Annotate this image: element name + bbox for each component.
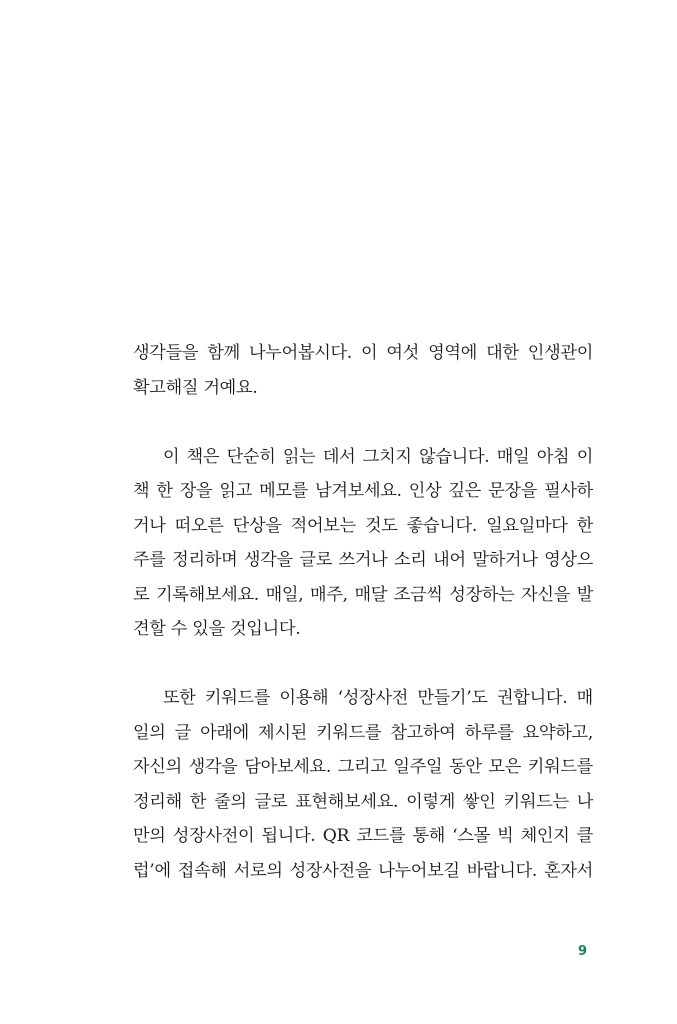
paragraph-3-line-3: 자신의 생각을 담아보세요. 그리고 일주일 동안 모은 키워드를 bbox=[133, 757, 593, 777]
paragraph-2-line-5: 로 기록해보세요. 매일, 매주, 매달 조금씩 성장하는 자신을 발 bbox=[133, 584, 593, 605]
paragraph-2-line-3: 거나 떠오른 단상을 적어보는 것도 좋습니다. 일요일마다 한 bbox=[133, 515, 593, 536]
paragraph-3-line-6: 럽’에 접속해 서로의 성장사전을 나누어보길 바랍니다. 혼자서 bbox=[133, 860, 593, 881]
paragraph-gap bbox=[133, 647, 593, 682]
paragraph-2-line-4: 주를 정리하며 생각을 글로 쓰거나 소리 내어 말하거나 영상으 bbox=[133, 550, 593, 570]
page-number: 9 bbox=[578, 944, 588, 959]
paragraph-1-line-2: 확고해질 거예요. bbox=[133, 377, 258, 398]
paragraph-gap bbox=[133, 405, 593, 440]
paragraph-2-line-2: 책 한 장을 읽고 메모를 남겨보세요. 인상 깊은 문장을 필사하 bbox=[133, 481, 593, 501]
paragraph-3-line-5: 만의 성장사전이 됩니다. QR 코드를 통해 ‘스몰 빅 체인지 클 bbox=[133, 826, 593, 846]
paragraph-3-line-4: 정리해 한 줄의 글로 표현해보세요. 이렇게 쌓인 키워드는 나 bbox=[133, 791, 593, 812]
paragraph-3-line-2: 일의 글 아래에 제시된 키워드를 참고하여 하루를 요약하고, bbox=[133, 722, 593, 743]
body-text bbox=[133, 336, 593, 888]
paragraph-3-line-1: 또한 키워드를 이용해 ‘성장사전 만들기’도 권합니다. 매 bbox=[163, 688, 593, 708]
paragraph-2-line-1: 이 책은 단순히 읽는 데서 그치지 않습니다. 매일 아침 이 bbox=[163, 446, 593, 467]
paragraph-2-line-6: 견할 수 있을 것입니다. bbox=[133, 619, 301, 639]
paragraph-1-line-1: 생각들을 함께 나누어봅시다. 이 여섯 영역에 대한 인생관이 bbox=[133, 343, 593, 363]
